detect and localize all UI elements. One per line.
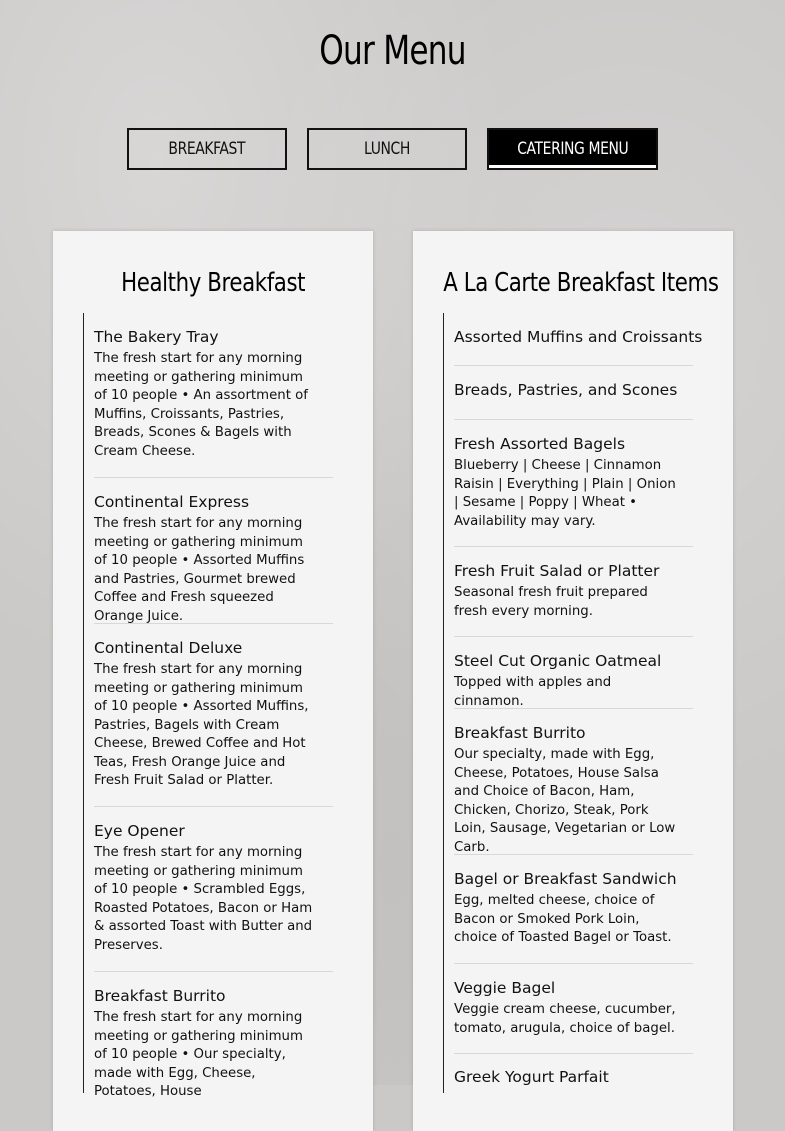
item-separator [94,806,333,807]
item-name: Breakfast Burrito [454,724,586,742]
menu-item [94,492,316,626]
item-name: Greek Yogurt Parfait [454,1068,609,1086]
item-name: Eye Opener [94,822,185,840]
item-separator [454,854,693,855]
item-separator [454,708,693,709]
item-description: The fresh start for any morning meeting or gathering minimum of 10 people • Assorted Muffins, Pastries, Bagels with Cream Cheese, Brewed Coffee and Hot Teas, Fresh Orange Juice and Fresh Fruit Salad or Platter. [94,662,309,788]
item-name: Assorted Muffins and Croissants [454,328,703,346]
menu-item [94,327,316,461]
tab-breakfast[interactable]: BREAKFAST [127,128,287,170]
item-name: Breakfast Burrito [94,987,226,1005]
tab-lunch[interactable]: LUNCH [307,128,467,170]
item-description: Our specialty, made with Egg, Cheese, Potatoes, House Salsa and Choice of Bacon, Ham, Chicken, Chorizo, Steak, Pork Loin, Sausage, Vegetarian or Low Carb. [454,747,676,855]
card-title-healthy-breakfast: Healthy Breakfast [121,268,305,298]
menu-tabs [0,128,785,170]
item-name: Bagel or Breakfast Sandwich [454,870,677,888]
item-description: Topped with apples and cinnamon. [454,675,612,709]
item-description: Blueberry | Cheese | Cinnamon Raisin | Everything | Plain | Onion | Sesame | Poppy | Wheat • Availability may vary. [454,458,676,529]
menu-item [454,978,679,1038]
menu-item [454,434,679,531]
item-separator [454,365,693,366]
item-separator [94,477,333,478]
item-description: Veggie cream cheese, cucumber, tomato, arugula, choice of bagel. [454,1002,676,1036]
menu-item [94,821,316,955]
menu-item [454,380,679,400]
item-name: Continental Express [94,493,250,511]
item-name: Veggie Bagel [454,979,556,997]
card-divider-line [83,313,84,1093]
item-description: The fresh start for any morning meeting or gathering minimum of 10 people • Assorted Muffins and Pastries, Gourmet brewed Coffee and Fresh squeezed Orange Juice. [94,516,305,624]
menu-item [94,638,316,791]
item-separator [454,419,693,420]
menu-item [454,723,679,857]
page-title: Our Menu [319,28,466,74]
menu-item [454,1067,679,1087]
tab-catering-menu[interactable]: CATERING MENU [487,128,658,170]
item-separator [454,1053,693,1054]
item-separator [454,963,693,964]
item-name: Steel Cut Organic Oatmeal [454,652,662,670]
item-description: The fresh start for any morning meeting or gathering minimum of 10 people • An assortment of Muffins, Croissants, Pastries, Breads, Scones & Bagels with Cream Cheese. [94,351,308,459]
item-separator [454,636,693,637]
item-name: Fresh Fruit Salad or Platter [454,562,660,580]
menu-item [454,327,703,347]
menu-item [454,651,679,711]
item-name: Fresh Assorted Bagels [454,435,626,453]
item-description: Seasonal fresh fruit prepared fresh every morning. [454,585,648,619]
item-name: Continental Deluxe [94,639,243,657]
item-separator [94,623,333,624]
card-divider-line [443,313,444,1093]
item-name: Breads, Pastries, and Scones [454,381,678,399]
item-name: The Bakery Tray [94,328,219,346]
item-description: The fresh start for any morning meeting or gathering minimum of 10 people • Scrambled Eggs, Roasted Potatoes, Bacon or Ham & assorted Toast with Butter and Preserves. [94,845,313,953]
item-description: Egg, melted cheese, choice of Bacon or Smoked Pork Loin, choice of Toasted Bagel or Toast. [454,893,672,945]
menu-item [454,561,679,621]
item-description: The fresh start for any morning meeting or gathering minimum of 10 people • Our specialty, made with Egg, Cheese, Potatoes, House [94,1010,303,1099]
menu-item [94,986,316,1102]
item-separator [94,971,333,972]
menu-item [454,869,679,948]
item-separator [454,546,693,547]
card-title-a-la-carte: A La Carte Breakfast Items [443,268,719,298]
